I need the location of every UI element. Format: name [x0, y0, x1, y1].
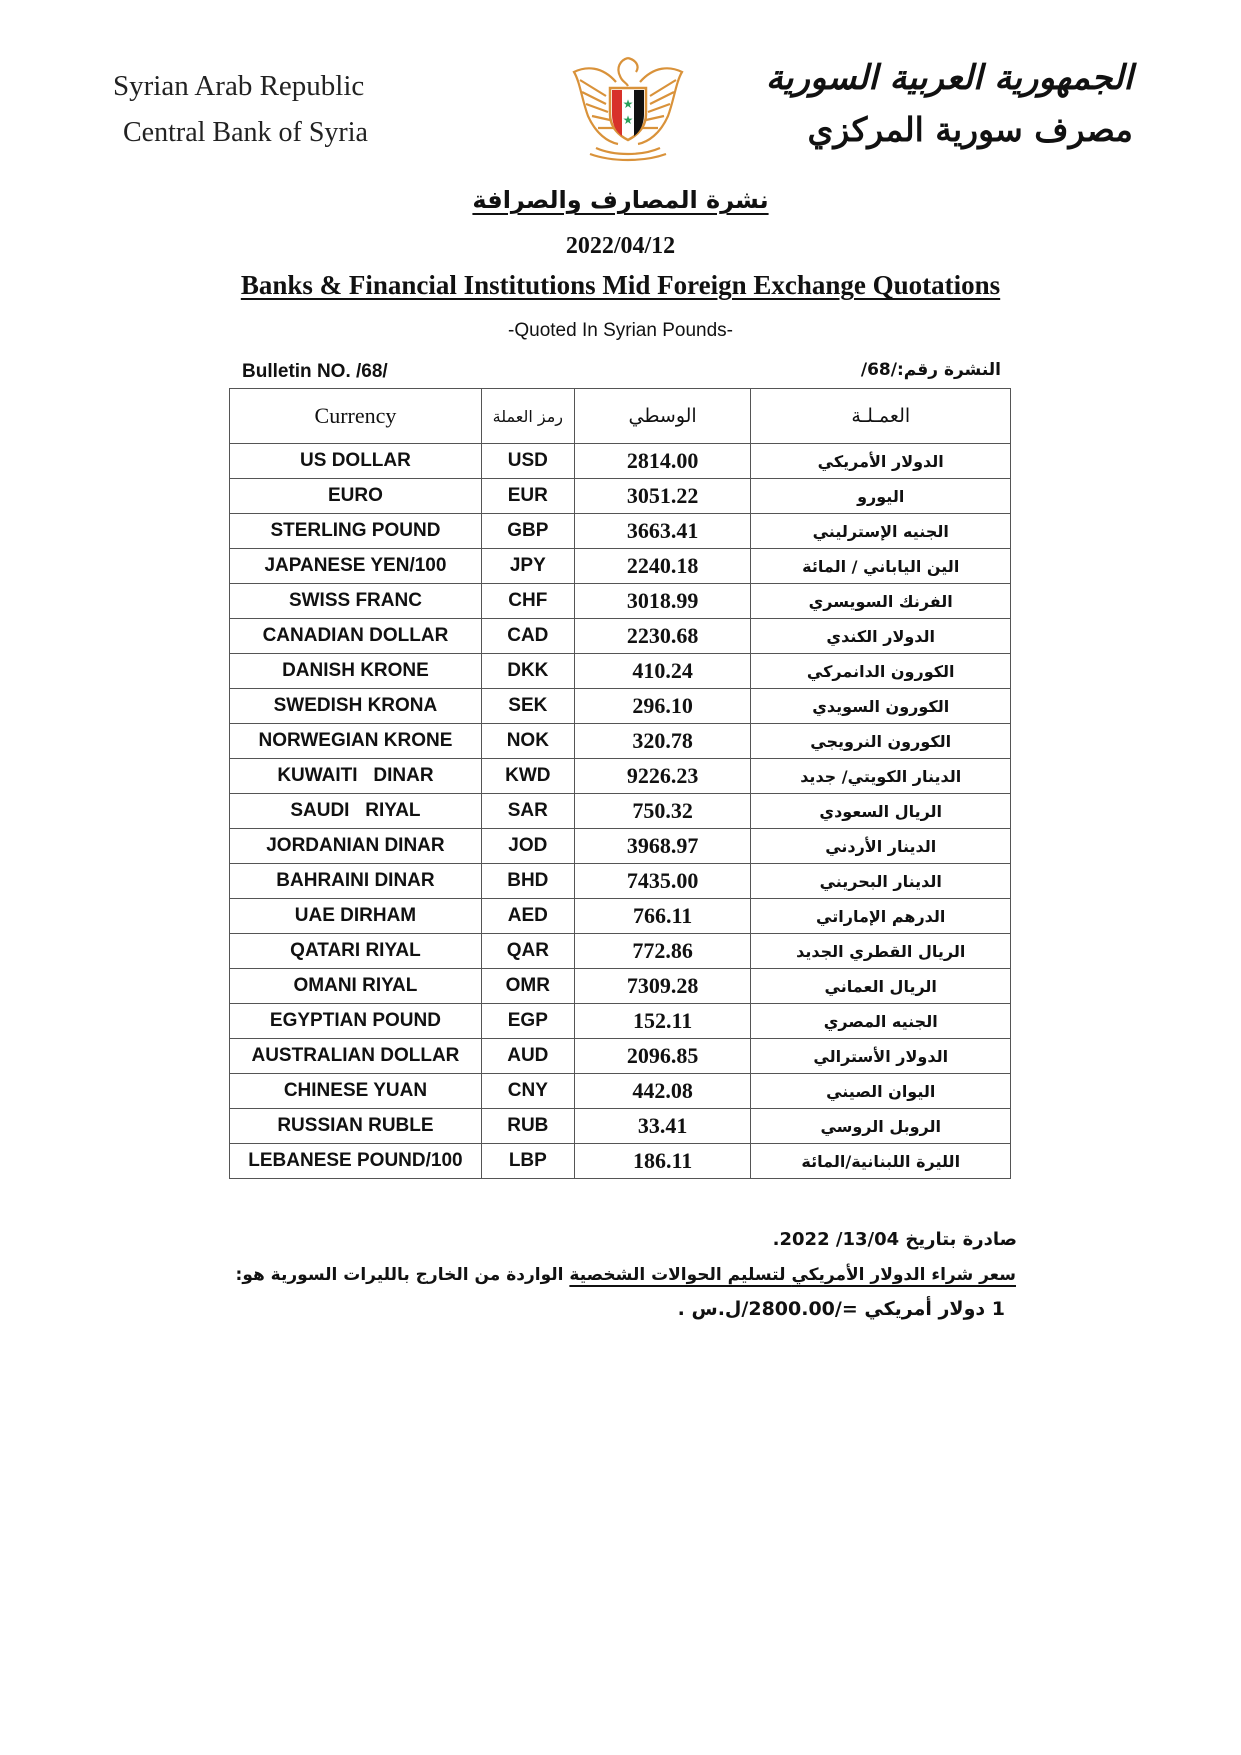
- header-currency-ar: العمـلـة: [751, 389, 1011, 444]
- currency-name-ar: الدولار الأسترالي: [751, 1039, 1011, 1074]
- mid-rate: 2230.68: [574, 619, 751, 654]
- mid-rate: 2814.00: [574, 444, 751, 479]
- republic-name-en: Syrian Arab Republic: [113, 70, 365, 102]
- mid-rate: 442.08: [574, 1074, 751, 1109]
- mid-rate: 410.24: [574, 654, 751, 689]
- mid-rate: 296.10: [574, 689, 751, 724]
- exchange-rates-table: [229, 388, 1011, 1179]
- table-row: [230, 584, 1011, 619]
- currency-name-ar: الريال القطري الجديد: [751, 934, 1011, 969]
- table-row: [230, 479, 1011, 514]
- currency-code: JPY: [481, 549, 574, 584]
- table-body: [230, 444, 1011, 1179]
- currency-code: KWD: [481, 759, 574, 794]
- currency-name-ar: الليرة اللبنانية/المائة: [751, 1144, 1011, 1179]
- currency-name: SAUDI RIYAL: [230, 794, 482, 829]
- currency-code: RUB: [481, 1109, 574, 1144]
- currency-code: USD: [481, 444, 574, 479]
- currency-code: OMR: [481, 969, 574, 1004]
- currency-code: BHD: [481, 864, 574, 899]
- currency-name-ar: الدولار الأمريكي: [751, 444, 1011, 479]
- mid-rate: 3663.41: [574, 514, 751, 549]
- bulletin-number-ar: النشرة رقم:/68/: [860, 360, 1001, 380]
- header-code: رمز العملة: [481, 389, 574, 444]
- currency-name: NORWEGIAN KRONE: [230, 724, 482, 759]
- currency-name-ar: الكورون النرويجي: [751, 724, 1011, 759]
- currency-code: NOK: [481, 724, 574, 759]
- currency-name-ar: الجنيه الإسترليني: [751, 514, 1011, 549]
- currency-name: AUSTRALIAN DOLLAR: [230, 1039, 482, 1074]
- table-row: [230, 1144, 1011, 1179]
- mid-rate: 2240.18: [574, 549, 751, 584]
- remittance-rate-value: 1 دولار أمريكي =/2800.00/ل.س .: [677, 1298, 1005, 1320]
- table-row: [230, 934, 1011, 969]
- table-row: [230, 689, 1011, 724]
- currency-name-ar: اليوان الصيني: [751, 1074, 1011, 1109]
- table-row: [230, 1004, 1011, 1039]
- mid-rate: 772.86: [574, 934, 751, 969]
- mid-rate: 766.11: [574, 899, 751, 934]
- currency-name: JORDANIAN DINAR: [230, 829, 482, 864]
- currency-code: SAR: [481, 794, 574, 829]
- currency-name: QATARI RIYAL: [230, 934, 482, 969]
- republic-name-ar: الجمهورية العربية السورية: [765, 58, 1133, 98]
- currency-code: AED: [481, 899, 574, 934]
- table-row: [230, 549, 1011, 584]
- mid-rate: 3018.99: [574, 584, 751, 619]
- currency-code: QAR: [481, 934, 574, 969]
- table-row: [230, 794, 1011, 829]
- currency-code: EGP: [481, 1004, 574, 1039]
- currency-code: JOD: [481, 829, 574, 864]
- currency-name: BAHRAINI DINAR: [230, 864, 482, 899]
- currency-name: SWISS FRANC: [230, 584, 482, 619]
- mid-rate: 7435.00: [574, 864, 751, 899]
- table-header-row: [230, 389, 1011, 444]
- currency-code: GBP: [481, 514, 574, 549]
- currency-name-ar: الفرنك السويسري: [751, 584, 1011, 619]
- currency-code: DKK: [481, 654, 574, 689]
- mid-rate: 750.32: [574, 794, 751, 829]
- bank-name-en: Central Bank of Syria: [123, 117, 368, 148]
- currency-code: CNY: [481, 1074, 574, 1109]
- currency-name: LEBANESE POUND/100: [230, 1144, 482, 1179]
- mid-rate: 9226.23: [574, 759, 751, 794]
- currency-name-ar: الريال السعودي: [751, 794, 1011, 829]
- table-row: [230, 654, 1011, 689]
- currency-name: RUSSIAN RUBLE: [230, 1109, 482, 1144]
- currency-name-ar: الجنيه المصري: [751, 1004, 1011, 1039]
- bulletin-number-en: Bulletin NO. /68/: [242, 361, 388, 382]
- svg-text:★: ★: [622, 113, 634, 127]
- currency-code: EUR: [481, 479, 574, 514]
- currency-name-ar: الكورون السويدي: [751, 689, 1011, 724]
- table-row: [230, 1039, 1011, 1074]
- currency-name-ar: اليورو: [751, 479, 1011, 514]
- currency-name: CHINESE YUAN: [230, 1074, 482, 1109]
- currency-code: SEK: [481, 689, 574, 724]
- currency-code: LBP: [481, 1144, 574, 1179]
- currency-name-ar: الين الياباني / المائة: [751, 549, 1011, 584]
- table-row: [230, 619, 1011, 654]
- currency-name-ar: الريال العماني: [751, 969, 1011, 1004]
- currency-name-ar: الدينار البحريني: [751, 864, 1011, 899]
- issued-date: صادرة بتاريخ 13/04/ 2022.: [772, 1229, 1017, 1250]
- remittance-rate-statement: [236, 1265, 1016, 1285]
- table-row: [230, 1109, 1011, 1144]
- table-row: [230, 864, 1011, 899]
- table-row: [230, 969, 1011, 1004]
- currency-name: JAPANESE YEN/100: [230, 549, 482, 584]
- currency-name: SWEDISH KRONA: [230, 689, 482, 724]
- table-row: [230, 444, 1011, 479]
- currency-name: CANADIAN DOLLAR: [230, 619, 482, 654]
- mid-rate: 7309.28: [574, 969, 751, 1004]
- bulletin-title-en-text: Banks & Financial Institutions Mid Foreign Exchange Quotations: [240, 270, 1001, 300]
- rate-statement-suffix: الواردة من الخارج بالليرات السورية هو:: [235, 1265, 570, 1285]
- mid-rate: 3051.22: [574, 479, 751, 514]
- currency-name-ar: الدولار الكندي: [751, 619, 1011, 654]
- table-row: [230, 724, 1011, 759]
- table-row: [230, 759, 1011, 794]
- rate-statement-underlined: لتسليم الحوالات الشخصية: [569, 1265, 792, 1285]
- mid-rate: 152.11: [574, 1004, 751, 1039]
- rate-statement-prefix: سعر شراء الدولار الأمريكي: [791, 1265, 1016, 1285]
- mid-rate: 3968.97: [574, 829, 751, 864]
- bulletin-date: 2022/04/12: [565, 233, 676, 259]
- currency-code: CAD: [481, 619, 574, 654]
- mid-rate: 320.78: [574, 724, 751, 759]
- syrian-eagle-emblem-icon: [566, 52, 690, 164]
- table-row: [230, 899, 1011, 934]
- currency-code: CHF: [481, 584, 574, 619]
- header-currency: Currency: [230, 389, 482, 444]
- svg-text:★: ★: [622, 97, 634, 111]
- table-row: [230, 829, 1011, 864]
- currency-name-ar: الدينار الكويتي/ جديد: [751, 759, 1011, 794]
- currency-name: OMANI RIYAL: [230, 969, 482, 1004]
- mid-rate: 33.41: [574, 1109, 751, 1144]
- currency-name-ar: الدينار الأردني: [751, 829, 1011, 864]
- table-row: [230, 1074, 1011, 1109]
- currency-name: STERLING POUND: [230, 514, 482, 549]
- mid-rate: 2096.85: [574, 1039, 751, 1074]
- bulletin-title-ar-text: نشرة المصارف والصرافة: [472, 186, 769, 214]
- currency-name: UAE DIRHAM: [230, 899, 482, 934]
- currency-name: DANISH KRONE: [230, 654, 482, 689]
- table-row: [230, 514, 1011, 549]
- currency-name-ar: الدرهم الإماراتي: [751, 899, 1011, 934]
- currency-name-ar: الروبل الروسي: [751, 1109, 1011, 1144]
- bank-name-ar: مصرف سورية المركزي: [807, 110, 1133, 149]
- bulletin-title-en: [0, 270, 1241, 301]
- currency-name: EURO: [230, 479, 482, 514]
- currency-name-ar: الكورون الدانمركي: [751, 654, 1011, 689]
- mid-rate: 186.11: [574, 1144, 751, 1179]
- currency-code: AUD: [481, 1039, 574, 1074]
- currency-name: EGYPTIAN POUND: [230, 1004, 482, 1039]
- currency-name: US DOLLAR: [230, 444, 482, 479]
- header-mid: الوسطي: [574, 389, 751, 444]
- quoted-subtitle: -Quoted In Syrian Pounds-: [508, 320, 733, 341]
- bulletin-title-ar: [0, 186, 1241, 214]
- currency-name: KUWAITI DINAR: [230, 759, 482, 794]
